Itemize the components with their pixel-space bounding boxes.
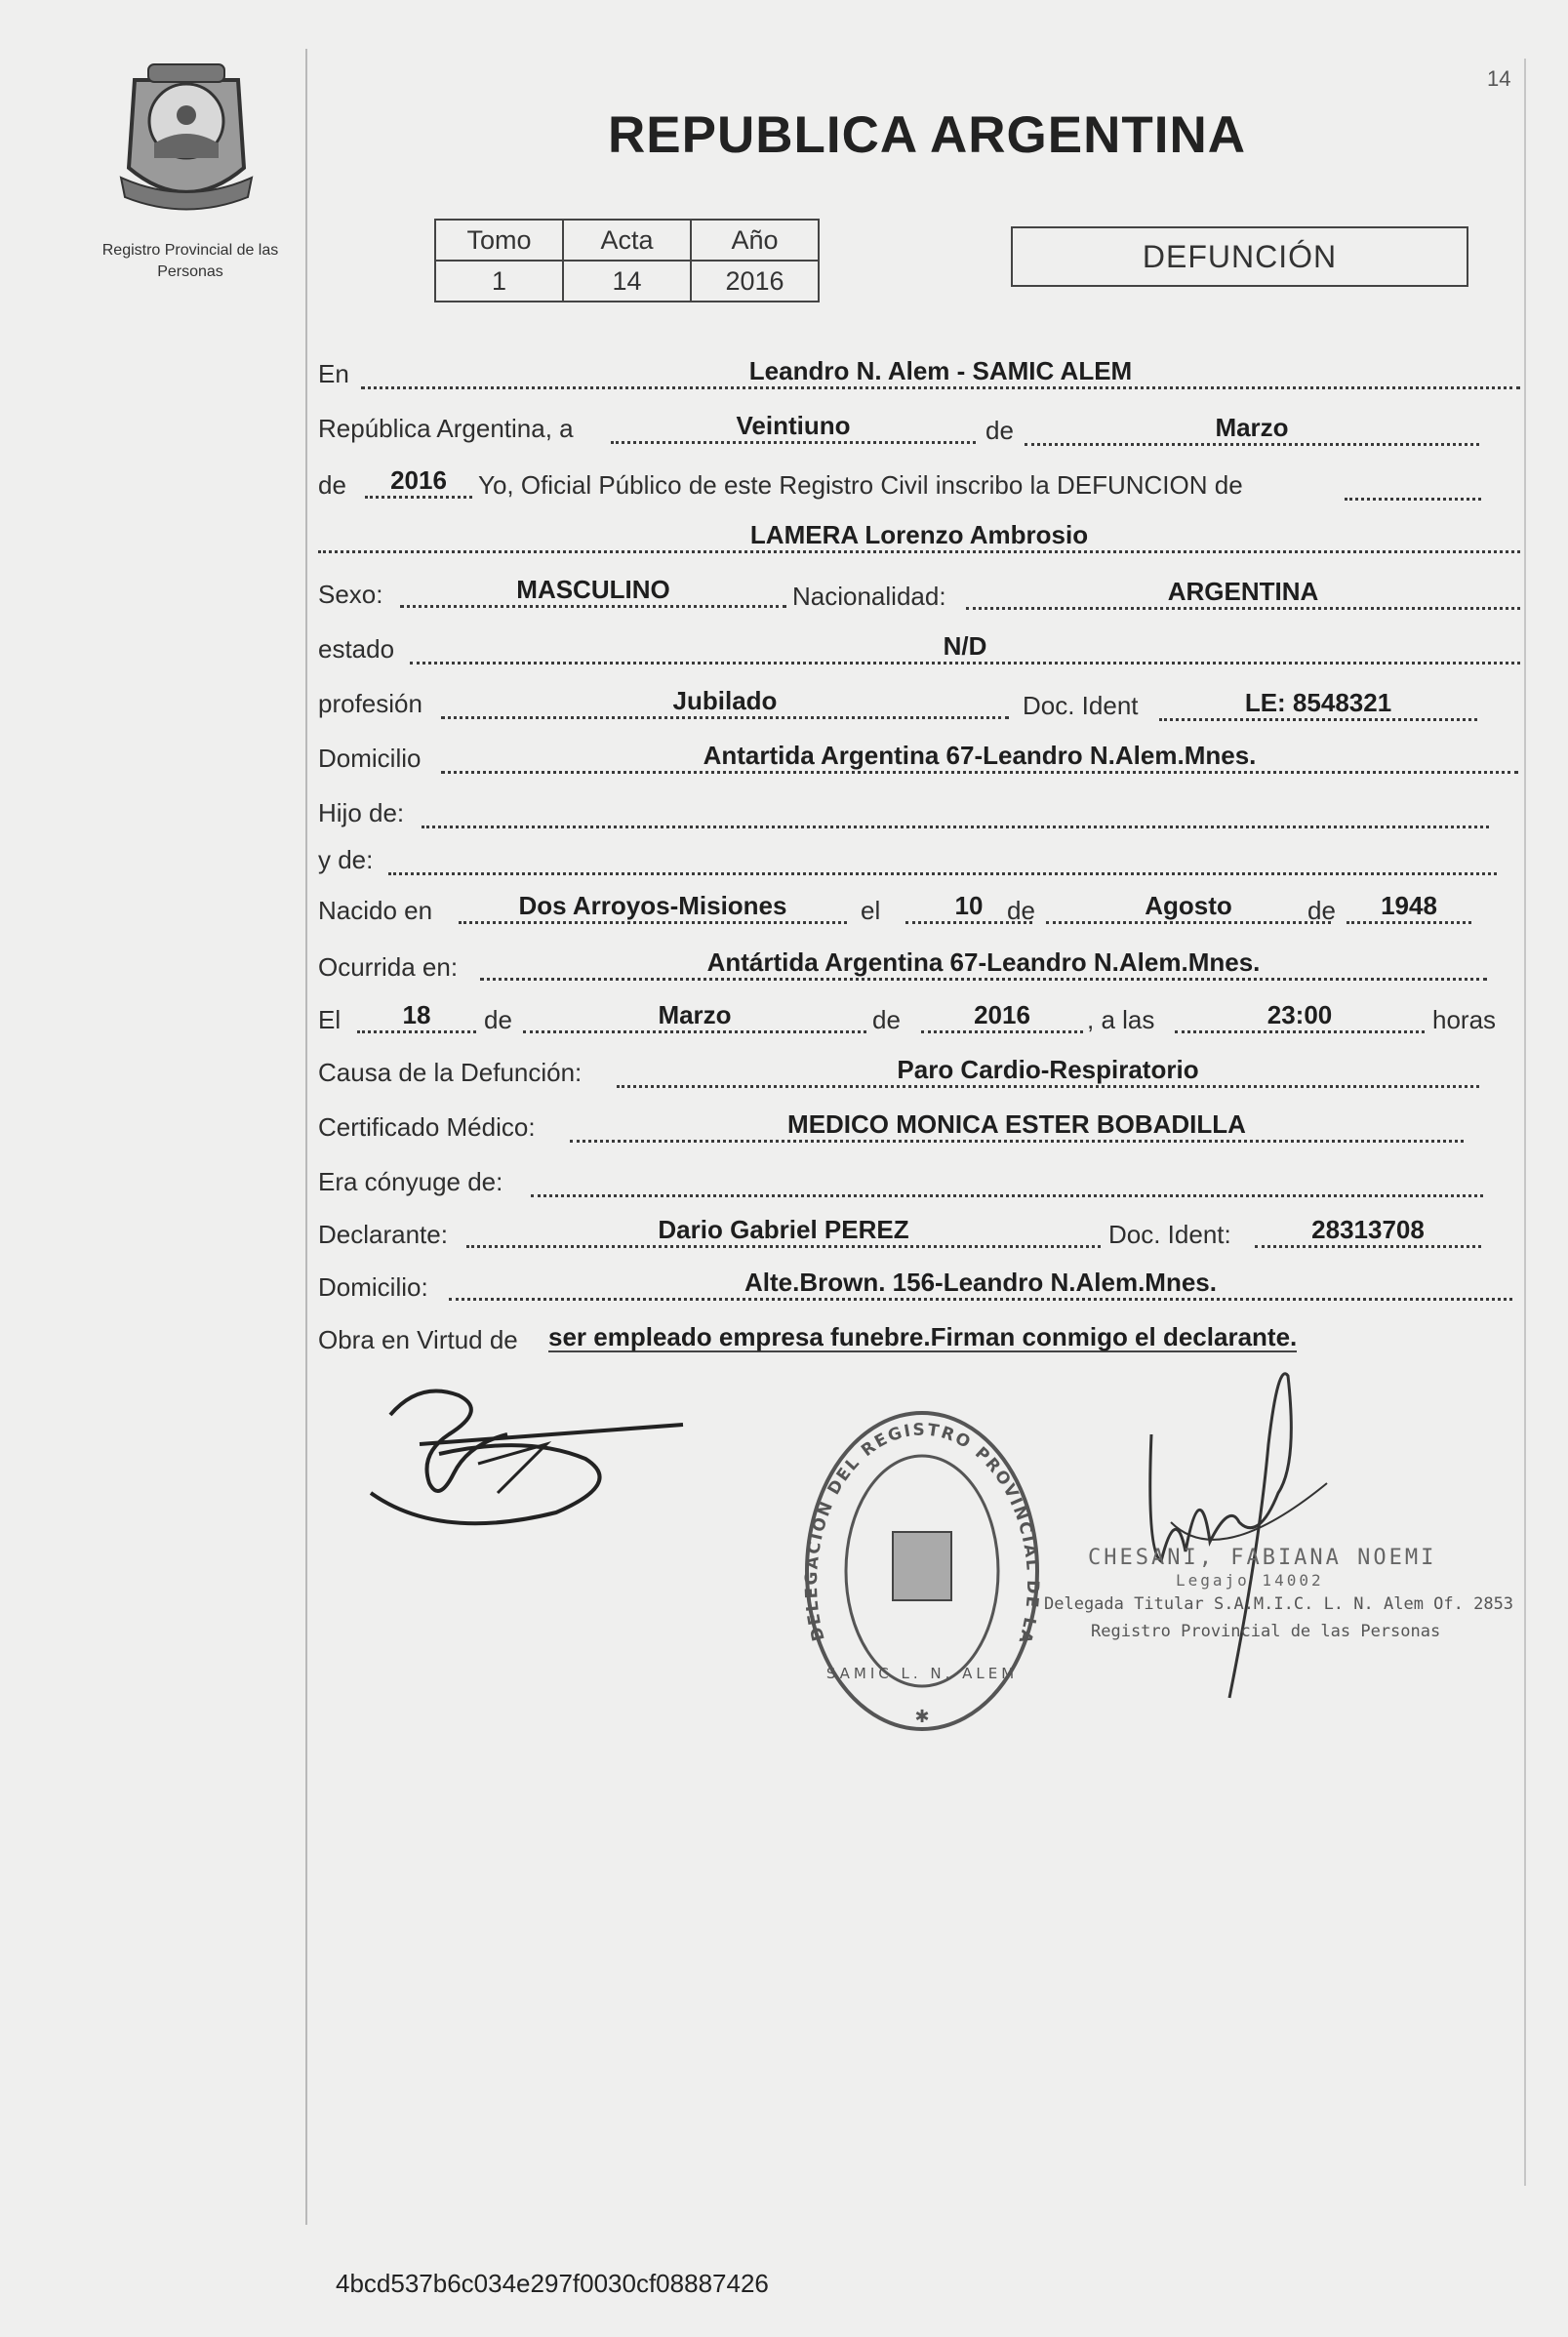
label-domicilio-declarante: Domicilio:: [318, 1272, 428, 1302]
field-mes: Marzo: [1025, 414, 1479, 446]
label-nacionalidad: Nacionalidad:: [792, 582, 946, 611]
official-signature: [1132, 1356, 1356, 1708]
label-de-fallec-mes: de: [484, 1005, 512, 1034]
field-dia-letras: Veintiuno: [611, 412, 976, 444]
field-certificado: MEDICO MONICA ESTER BOBADILLA: [570, 1110, 1464, 1143]
field-profesion: Jubilado: [441, 687, 1009, 719]
label-a-las: , a las: [1087, 1005, 1155, 1034]
label-de-anio: de: [318, 470, 346, 500]
tomo-acta-table: [434, 219, 820, 302]
anio-header: Año: [691, 220, 819, 261]
field-blank-de: [1345, 468, 1481, 501]
svg-text:DELEGACION DEL REGISTRO PROVIN: [787, 1390, 1042, 1647]
label-de: de: [985, 416, 1014, 445]
page-title: REPUBLICA ARGENTINA: [607, 106, 1247, 164]
stamp-registro: Registro Provincial de las Personas: [1091, 1622, 1441, 1641]
stamp-name: CHESANI, FABIANA NOEMI: [1088, 1546, 1437, 1570]
field-difunto: LAMERA Lorenzo Ambrosio: [318, 521, 1520, 553]
field-nacionalidad: ARGENTINA: [966, 578, 1520, 610]
label-certificado: Certificado Médico:: [318, 1112, 536, 1142]
label-estado: estado: [318, 634, 395, 664]
tomo-header: Tomo: [435, 220, 563, 261]
acta-value: 14: [563, 261, 691, 302]
field-hora: 23:00: [1175, 1001, 1425, 1033]
field-domicilio: Antartida Argentina 67-Leandro N.Alem.Mnes.: [441, 742, 1518, 774]
svg-text:✱: ✱: [914, 1707, 930, 1726]
anio-value: 2016: [691, 261, 819, 302]
label-obra-en-virtud: Obra en Virtud de: [318, 1325, 518, 1354]
label-ocurrida-en: Ocurrida en:: [318, 952, 459, 982]
field-causa: Paro Cardio-Respiratorio: [617, 1056, 1479, 1088]
record-type-box: DEFUNCIÓN: [1011, 226, 1468, 287]
label-de-fallec-anio: de: [872, 1005, 901, 1034]
field-hijo-de: [422, 796, 1489, 828]
label-declarante-doc: Doc. Ident:: [1108, 1220, 1231, 1249]
field-declarante: Dario Gabriel PEREZ: [466, 1216, 1101, 1248]
stamp-cargo: Delegada Titular S.A.M.I.C. L. N. Alem Of. 2853: [1044, 1594, 1514, 1614]
label-domicilio: Domicilio: [318, 744, 422, 773]
label-sexo: Sexo:: [318, 580, 383, 609]
field-y-de: [388, 843, 1497, 875]
field-declarante-doc: 28313708: [1255, 1216, 1481, 1248]
field-lugar: Leandro N. Alem - SAMIC ALEM: [361, 357, 1520, 389]
field-estado: N/D: [410, 632, 1520, 665]
label-profesion: profesión: [318, 689, 422, 718]
field-declarante-domicilio: Alte.Brown. 156-Leandro N.Alem.Mnes.: [449, 1269, 1512, 1301]
label-de-nac-anio: de: [1307, 896, 1336, 925]
misiones-emblem-icon: [115, 60, 258, 217]
label-el-fecha: El: [318, 1005, 342, 1034]
label-hijo-de: Hijo de:: [318, 798, 405, 827]
field-nacido-dia: 10: [905, 892, 1032, 924]
field-fallec-dia: 18: [357, 1001, 476, 1033]
seal-text: DELEGACION DEL REGISTRO PROVINCIAL DE LAS PERSONAS: [786, 1390, 1043, 1647]
field-sexo: MASCULINO: [400, 576, 786, 608]
seal-inner-text: SAMIC L. N. ALEM: [825, 1665, 1019, 1682]
right-margin-line: [1524, 59, 1526, 2186]
acta-header: Acta: [563, 220, 691, 261]
declarant-signature: [361, 1376, 693, 1542]
label-de-nac-mes: de: [1007, 896, 1035, 925]
left-margin-line: [305, 49, 307, 2225]
field-fallec-anio: 2016: [921, 1001, 1083, 1033]
field-nacido-mes: Agosto: [1046, 892, 1331, 924]
tomo-value: 1: [435, 261, 563, 302]
label-yo-oficial: Yo, Oficial Público de este Registro Civil inscribo la DEFUNCION de: [478, 470, 1243, 500]
field-obra-en-virtud: ser empleado empresa funebre.Firman conmigo el declarante.: [548, 1322, 1298, 1351]
field-conyuge: [531, 1165, 1483, 1197]
registry-name: Registro Provincial de las Personas: [101, 242, 279, 280]
label-republica-a: República Argentina, a: [318, 414, 574, 443]
page-number: 14: [1487, 66, 1511, 91]
field-nacido-anio: 1948: [1347, 892, 1471, 924]
label-conyuge: Era cónyuge de:: [318, 1167, 503, 1196]
field-ocurrida-en: Antártida Argentina 67-Leandro N.Alem.Mnes.: [480, 948, 1487, 981]
field-doc-ident: LE: 8548321: [1159, 689, 1477, 721]
registry-seal: [786, 1390, 1049, 1737]
label-el: el: [861, 896, 881, 925]
label-causa: Causa de la Defunción:: [318, 1058, 583, 1087]
field-nacido-en: Dos Arroyos-Misiones: [459, 892, 847, 924]
field-fallec-mes: Marzo: [523, 1001, 866, 1033]
stamp-legajo: Legajo 14002: [1176, 1571, 1324, 1590]
label-y-de: y de:: [318, 845, 374, 874]
label-en: En: [318, 359, 349, 388]
label-declarante: Declarante:: [318, 1220, 448, 1249]
label-nacido-en: Nacido en: [318, 896, 433, 925]
field-anio: 2016: [365, 466, 472, 499]
label-doc-ident: Doc. Ident: [1023, 691, 1139, 720]
document-hash-id: 4bcd537b6c034e297f0030cf08887426: [336, 2269, 769, 2298]
label-horas: horas: [1432, 1005, 1497, 1034]
